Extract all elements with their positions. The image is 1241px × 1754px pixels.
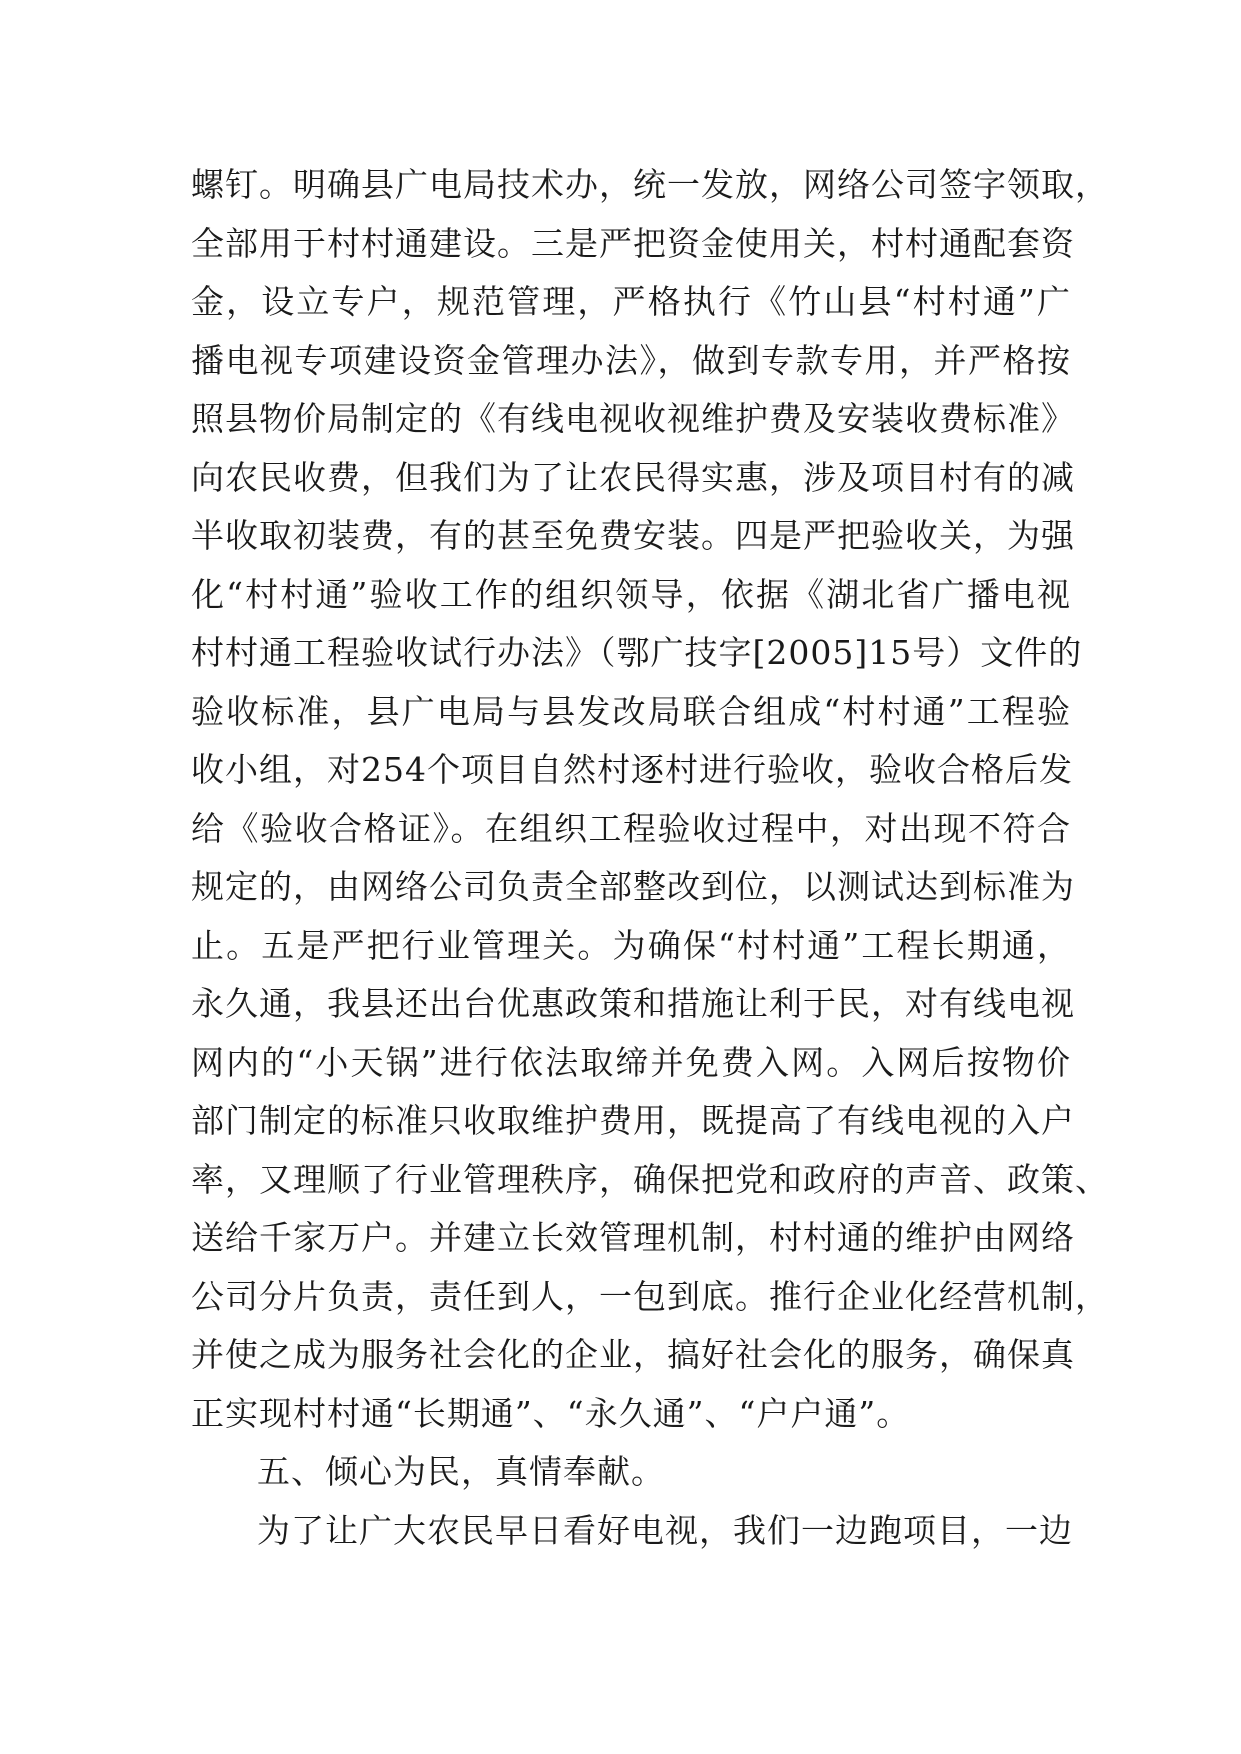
text-line: 正实现村村通“长期通”、“永久通”、“户户通”。 [191, 1393, 911, 1433]
text-line: 送给千家万户。并建立长效管理机制，村村通的维护由网络 [191, 1218, 1075, 1257]
text-line: 规定的，由网络公司负责全部整改到位，以测试达到标准为 [191, 867, 1075, 906]
text-line: 照县物价局制定的《有线电视收视维护费及安装收费标准》 [191, 399, 1075, 438]
body-text [191, 156, 1109, 1560]
text-line: 村村通工程验收试行办法》（鄂广技字[2005]15号）文件的 [191, 633, 1083, 672]
text-line: 止。五是严把行业管理关。为确保“村村通”工程长期通， [191, 925, 1071, 965]
text-line: 向农民收费，但我们为了让农民得实惠，涉及项目村有的减 [191, 457, 1075, 497]
section-heading: 五、倾心为民，真情奉献。 [257, 1452, 665, 1491]
text-line: 金，设立专户，规范管理，严格执行《竹山县“村村通”广 [191, 282, 1071, 321]
text-line: 为了让广大农民早日看好电视，我们一边跑项目，一边 [257, 1510, 1073, 1550]
text-line: 收小组，对254个项目自然村逐村进行验收，验收合格后发 [191, 750, 1073, 789]
text-line: 并使之成为服务社会化的企业，搞好社会化的服务，确保真 [191, 1335, 1075, 1374]
text-line: 给《验收合格证》。在组织工程验收过程中，对出现不符合 [191, 808, 1071, 848]
text-line: 部门制定的标准只收取维护费用，既提高了有线电视的入户 [191, 1101, 1075, 1140]
text-line: 螺钉。明确县广电局技术办，统一发放，网络公司签字领取， [191, 165, 1109, 204]
text-line: 播电视专项建设资金管理办法》，做到专款专用，并严格按 [191, 340, 1071, 380]
text-line: 公司分片负责，责任到人，一包到底。推行企业化经营机制， [191, 1276, 1109, 1316]
text-line: 验收标准，县广电局与县发改局联合组成“村村通”工程验 [191, 691, 1071, 731]
text-line: 化“村村通”验收工作的组织领导，依据《湖北省广播电视 [191, 574, 1071, 614]
text-line: 永久通，我县还出台优惠政策和措施让利于民，对有线电视 [191, 984, 1075, 1023]
text-line: 率，又理顺了行业管理秩序，确保把党和政府的声音、政策、 [191, 1159, 1109, 1199]
text-line: 半收取初装费，有的甚至免费安装。四是严把验收关，为强 [191, 516, 1075, 555]
text-line: 全部用于村村通建设。三是严把资金使用关，村村通配套资 [191, 223, 1075, 263]
text-line: 网内的“小天锅”进行依法取缔并免费入网。入网后按物价 [191, 1042, 1071, 1082]
